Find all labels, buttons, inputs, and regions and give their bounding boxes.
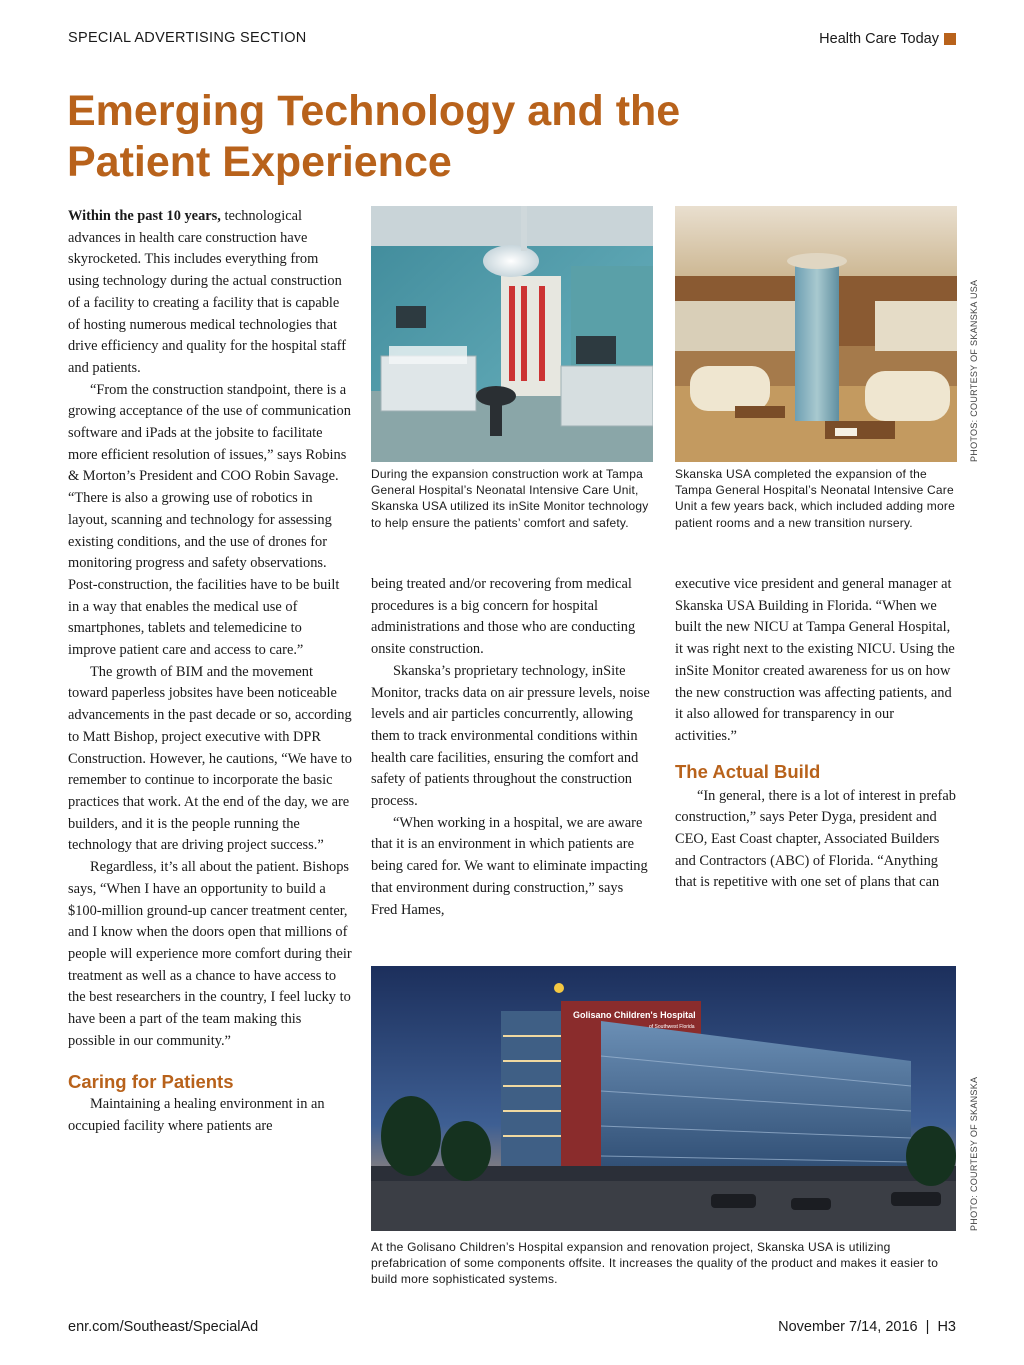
hospital-sign-subtext: of Southwest Florida (649, 1024, 695, 1030)
photo-credit-top: PHOTOS: COURTESY OF SKANSKA USA (969, 279, 979, 462)
column-1 (68, 206, 352, 1138)
paragraph-8: “When working in a hospital, we are aware that it is an environment in which patients are being cared for. We want to eliminate impacting that environment during construction,” says Fred Hames, (371, 814, 648, 918)
paragraph-9: executive vice president and general manager at Skanska USA Building in Florida. “When we built the new NICU at Tampa General Hospital, it was right next to the existing NICU. Using the inSite Monitor created awareness for us on how the new construction was affecting patients, and it also allowed for transparency in our activities.” (675, 576, 955, 744)
hospital-rendering-image (371, 966, 956, 1231)
paragraph-4: Regardless, it’s all about the patient. Bishops says, “When I have an opportunity to build a $100-million ground-up cancer treatment center, and I know when the doors open that millions of people will experience more comfort during their treatment as well as a chance to have access to the best researchers in the country, I feel lucky to have been a part of the team making this possible in our community.” (68, 859, 352, 1049)
paragraph-6: being treated and/or recovering from medical procedures is a big concern for hospital administrations and those who are conducting onsite construction. (371, 576, 636, 658)
sun-logo-icon (554, 983, 564, 993)
nicu-room-image (371, 206, 653, 462)
paragraph-2: “From the construction standpoint, there is a growing acceptance of the use of communication software and iPads at the jobsite to facilitate more efficient resolution of issues,” says Robins & Morton’s President and COO Robin Savage. “There is also a growing use of robotics in layout, scanning and technology for assessing existing conditions, and the use of drones for monitoring progress and safety observations. Post-construction, the facilities have to be built in a way that enables the medical use of smartphones, tablets and telemedicine to improve patient care and access to care.” (68, 381, 351, 659)
subhead-caring: Caring for Patients (68, 1071, 234, 1093)
hospital-sign-text: Golisano Children's Hospital (573, 1010, 696, 1020)
paragraph-5: Maintaining a healing environment in an occupied facility where patients are (68, 1096, 325, 1135)
subhead-actual-build: The Actual Build (675, 760, 821, 782)
section-label: SPECIAL ADVERTISING SECTION (68, 30, 307, 46)
caption-lounge: Skanska USA completed the expansion of the Tampa General Hospital’s Neonatal Intensive Care Unit a few years back, which included adding more patient rooms and a new transition nursery. (675, 467, 955, 530)
photo-hospital-exterior (371, 966, 956, 1231)
footer-url: enr.com/Southeast/SpecialAd (68, 1319, 259, 1335)
column-3 (675, 574, 957, 894)
paragraph-1 (68, 206, 352, 380)
column-2 (371, 574, 653, 921)
lead-in: Within the past 10 years, (68, 208, 221, 224)
photo-nicu-room (371, 206, 653, 462)
paragraph-1-text: technological advances in health care construction have skyrocketed. This includes everything from using technology during the actual construction of a facility to creating a facility that is capable of hosting numerous medical technologies that drive efficiency and quality for the hospital staff and patients. (68, 208, 346, 376)
footer-date-page: November 7/14, 2016 | H3 (778, 1319, 956, 1335)
photo-lounge (675, 206, 957, 462)
caption-hospital: At the Golisano Children’s Hospital expansion and renovation project, Skanska USA is utilizing prefabrication of some components offsite. It increases the quality of the product and makes it easier to build more sophisticated systems. (371, 1240, 939, 1287)
paragraph-3: The growth of BIM and the movement toward paperless jobsites have been noticeable advancements in the past decade or so, according to Matt Bishop, project executive with DPR Construction. However, he cautions, “We have to remember to continue to incorporate the basic practices that work. At the end of the day, we are builders, and it is the people running the technology that are driving project success.” (68, 663, 352, 854)
header-square-icon (944, 33, 956, 45)
paragraph-7: Skanska’s proprietary technology, inSite Monitor, tracks data on air pressure levels, noise levels and air particles concurrently, allowing them to track environmental conditions within health care facilities, ensuring the comfort and safety of patients throughout the construction process. (371, 662, 650, 810)
caption-nicu: During the expansion construction work at Tampa General Hospital’s Neonatal Intensive Care Unit, Skanska USA utilized its inSite Monitor technology to help ensure the patients’ comfort and safety. (371, 467, 649, 530)
publication-label: Health Care Today (819, 31, 939, 47)
paragraph-10: “In general, there is a lot of interest in prefab construction,” says Peter Dyga, president and CEO, East Coast chapter, Associated Builders and Contractors (ABC) of Florida. “Anything that is repetitive with one set of plans that can (675, 787, 956, 891)
lounge-image (675, 206, 957, 462)
publication-name (819, 31, 956, 47)
photo-credit-bottom: PHOTO: COURTESY OF SKANSKA (969, 1076, 979, 1231)
article-title: Emerging Technology and the Patient Experience (67, 87, 681, 186)
